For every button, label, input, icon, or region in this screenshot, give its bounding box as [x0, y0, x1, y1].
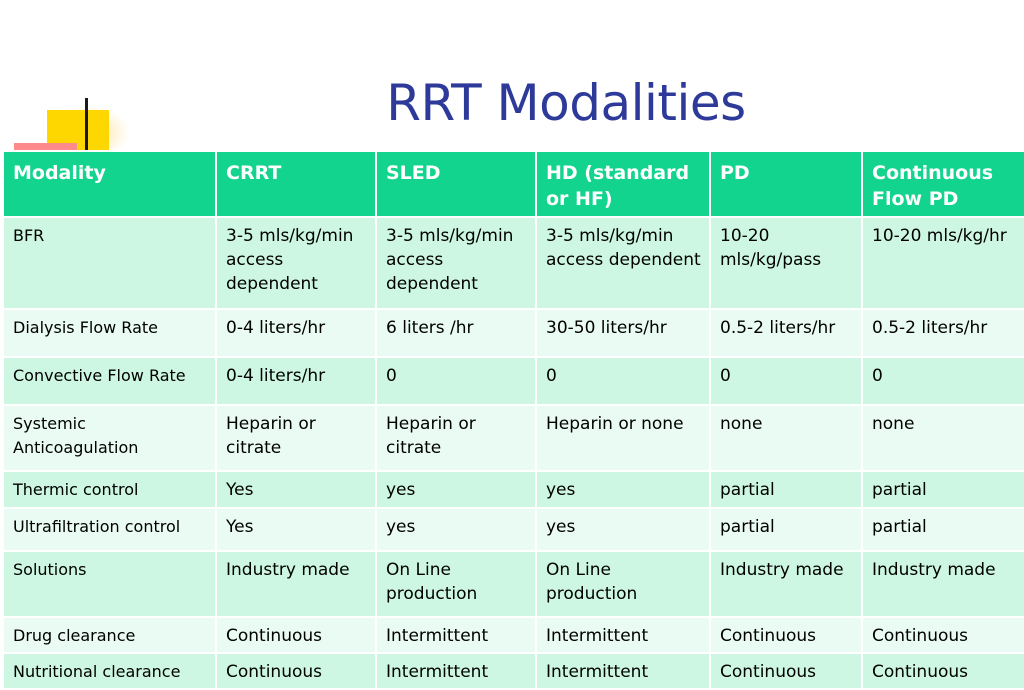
column-header: HD (standard or HF): [536, 151, 710, 217]
table-cell: 0.5-2 liters/hr: [710, 309, 862, 357]
table-cell: partial: [862, 471, 1024, 508]
table-row: [3, 508, 1024, 551]
row-label: Dialysis Flow Rate: [3, 309, 216, 357]
table-cell: 10-20 mls/kg/hr: [862, 217, 1024, 309]
column-header: CRRT: [216, 151, 376, 217]
table-cell: Intermittent: [536, 617, 710, 653]
table-cell: yes: [376, 508, 536, 551]
table-row: [3, 217, 1024, 309]
table-cell: 6 liters /hr: [376, 309, 536, 357]
column-header: PD: [710, 151, 862, 217]
column-header: Modality: [3, 151, 216, 217]
table-row: [3, 653, 1024, 689]
table-row: [3, 551, 1024, 617]
table-cell: Continuous: [216, 617, 376, 653]
table-cell: 10-20 mls/kg/pass: [710, 217, 862, 309]
table-cell: yes: [376, 471, 536, 508]
table-cell: Industry made: [710, 551, 862, 617]
table-cell: 30-50 liters/hr: [536, 309, 710, 357]
table-row: [3, 471, 1024, 508]
table-cell: 0-4 liters/hr: [216, 357, 376, 405]
table-cell: Yes: [216, 508, 376, 551]
table-cell: Intermittent: [376, 617, 536, 653]
table-cell: 0: [536, 357, 710, 405]
row-label: Drug clearance: [3, 617, 216, 653]
table-cell: 0: [862, 357, 1024, 405]
page-title: RRT Modalities: [386, 74, 746, 132]
table-cell: 3-5 mls/kg/min access dependent: [376, 217, 536, 309]
table-cell: 0: [376, 357, 536, 405]
row-label: BFR: [3, 217, 216, 309]
table-cell: Industry made: [862, 551, 1024, 617]
table-cell: Heparin or citrate: [376, 405, 536, 471]
table-cell: Intermittent: [376, 653, 536, 689]
table-cell: partial: [710, 471, 862, 508]
table-cell: Continuous: [862, 653, 1024, 689]
table-row: [3, 357, 1024, 405]
table-cell: Heparin or none: [536, 405, 710, 471]
table-cell: none: [710, 405, 862, 471]
table-cell: 3-5 mls/kg/min access dependent: [536, 217, 710, 309]
table-cell: 0.5-2 liters/hr: [862, 309, 1024, 357]
table-cell: partial: [862, 508, 1024, 551]
table-row: [3, 405, 1024, 471]
table-cell: yes: [536, 508, 710, 551]
table-header-row: [3, 151, 1024, 217]
table-cell: 0: [710, 357, 862, 405]
table-row: [3, 309, 1024, 357]
table-cell: Continuous: [710, 653, 862, 689]
row-label: Ultrafiltration control: [3, 508, 216, 551]
table-cell: 3-5 mls/kg/min access dependent: [216, 217, 376, 309]
table-cell: yes: [536, 471, 710, 508]
row-label: Thermic control: [3, 471, 216, 508]
column-header: SLED: [376, 151, 536, 217]
row-label: Nutritional clearance: [3, 653, 216, 689]
table-cell: On Line production: [376, 551, 536, 617]
row-label: Systemic Anticoagulation: [3, 405, 216, 471]
table-cell: none: [862, 405, 1024, 471]
table-cell: On Line production: [536, 551, 710, 617]
table-cell: Industry made: [216, 551, 376, 617]
column-header: Continuous Flow PD: [862, 151, 1024, 217]
table-cell: Intermittent: [536, 653, 710, 689]
row-label: Convective Flow Rate: [3, 357, 216, 405]
table-cell: Yes: [216, 471, 376, 508]
table-cell: Continuous: [710, 617, 862, 653]
table-cell: Continuous: [862, 617, 1024, 653]
table-row: [3, 617, 1024, 653]
modalities-table: [2, 150, 1024, 690]
row-label: Solutions: [3, 551, 216, 617]
table-cell: partial: [710, 508, 862, 551]
table-cell: Continuous: [216, 653, 376, 689]
table-cell: 0-4 liters/hr: [216, 309, 376, 357]
table-cell: Heparin or citrate: [216, 405, 376, 471]
